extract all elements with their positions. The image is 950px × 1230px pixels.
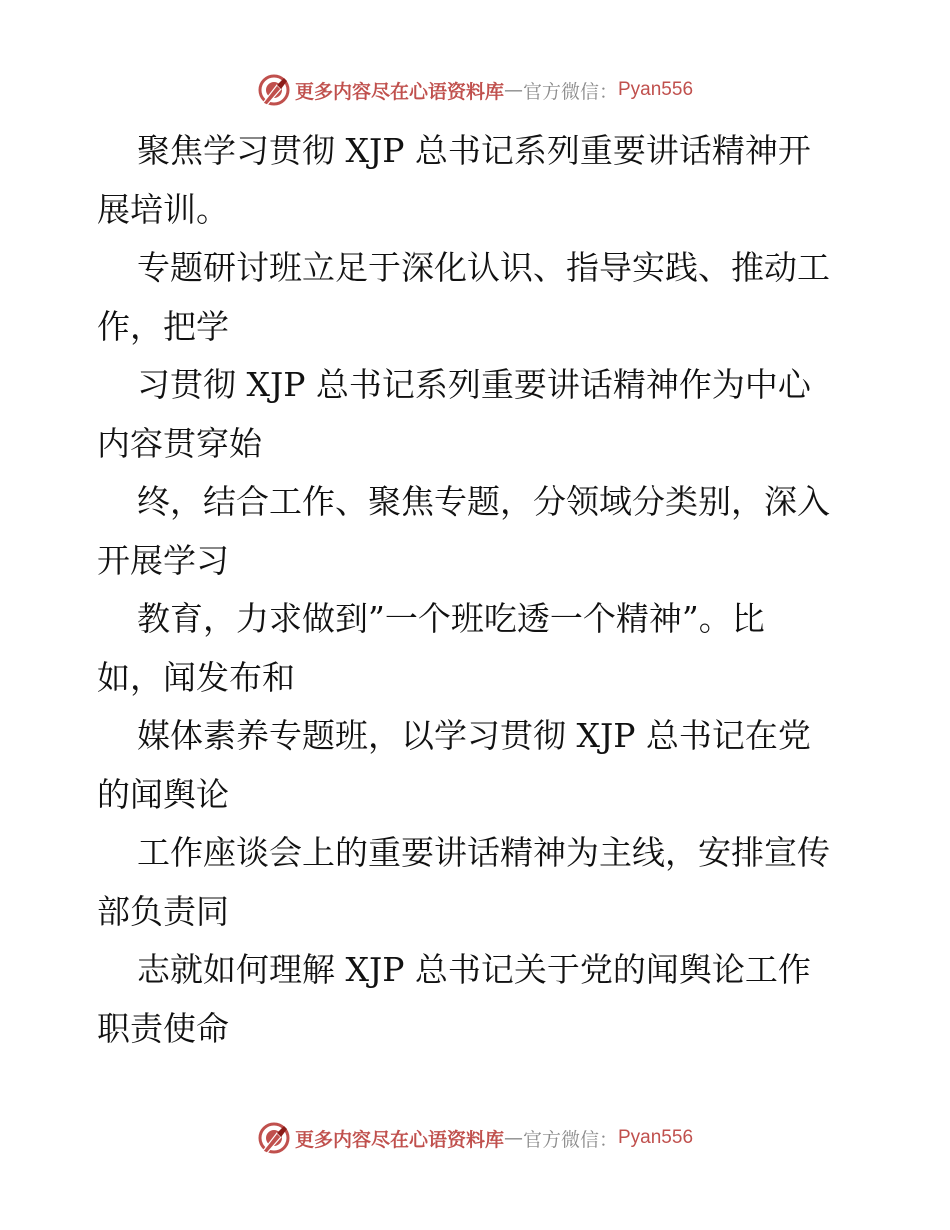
footer-wechat-id: Pyan556 [618, 1127, 694, 1148]
text-line: 专题研讨班立足于深化认识、指导实践、推动工 [137, 248, 830, 287]
text-line: 媒体素养专题班，以学习贯彻 XJP 总书记在党 [137, 716, 811, 755]
text-line: 聚焦学习贯彻 XJP 总书记系列重要讲话精神开 [137, 131, 811, 170]
text-line: 终，结合工作、聚焦专题，分领域分类别，深入 [137, 482, 830, 521]
text-line: 展培训。 [97, 189, 229, 229]
header-watermark [0, 70, 950, 110]
text-line: 职责使命 [97, 1008, 229, 1048]
text-line: 作，把学 [97, 306, 229, 346]
text-line: 部负责同 [97, 891, 229, 931]
text-line: 习贯彻 XJP 总书记系列重要讲话精神作为中心 [137, 365, 811, 404]
document-body [97, 122, 857, 1058]
header-dash: — [503, 79, 523, 101]
text-line: 志就如何理解 XJP 总书记关于党的闻舆论工作 [137, 950, 811, 989]
text-line: 的闻舆论 [97, 774, 229, 814]
footer-brand-text: 更多内容尽在心语资料库 [294, 1128, 504, 1151]
text-line: 如，闻发布和 [97, 657, 295, 697]
text-line: 教育，力求做到”一个班吃透一个精神”。比 [137, 599, 765, 638]
footer-dash: — [503, 1127, 523, 1149]
text-line: 工作座谈会上的重要讲话精神为主线，安排宣传 [137, 833, 830, 872]
pen-logo-icon [257, 1121, 291, 1155]
header-wechat-id: Pyan556 [618, 79, 694, 100]
footer-wechat-label: 官方微信： [522, 1128, 618, 1151]
footer-watermark [0, 1118, 950, 1158]
header-wechat-label: 官方微信： [522, 80, 618, 103]
text-line: 内容贯穿始 [97, 423, 262, 463]
pen-logo-icon [257, 73, 291, 107]
header-brand-text: 更多内容尽在心语资料库 [294, 80, 504, 103]
text-line: 开展学习 [97, 540, 229, 580]
